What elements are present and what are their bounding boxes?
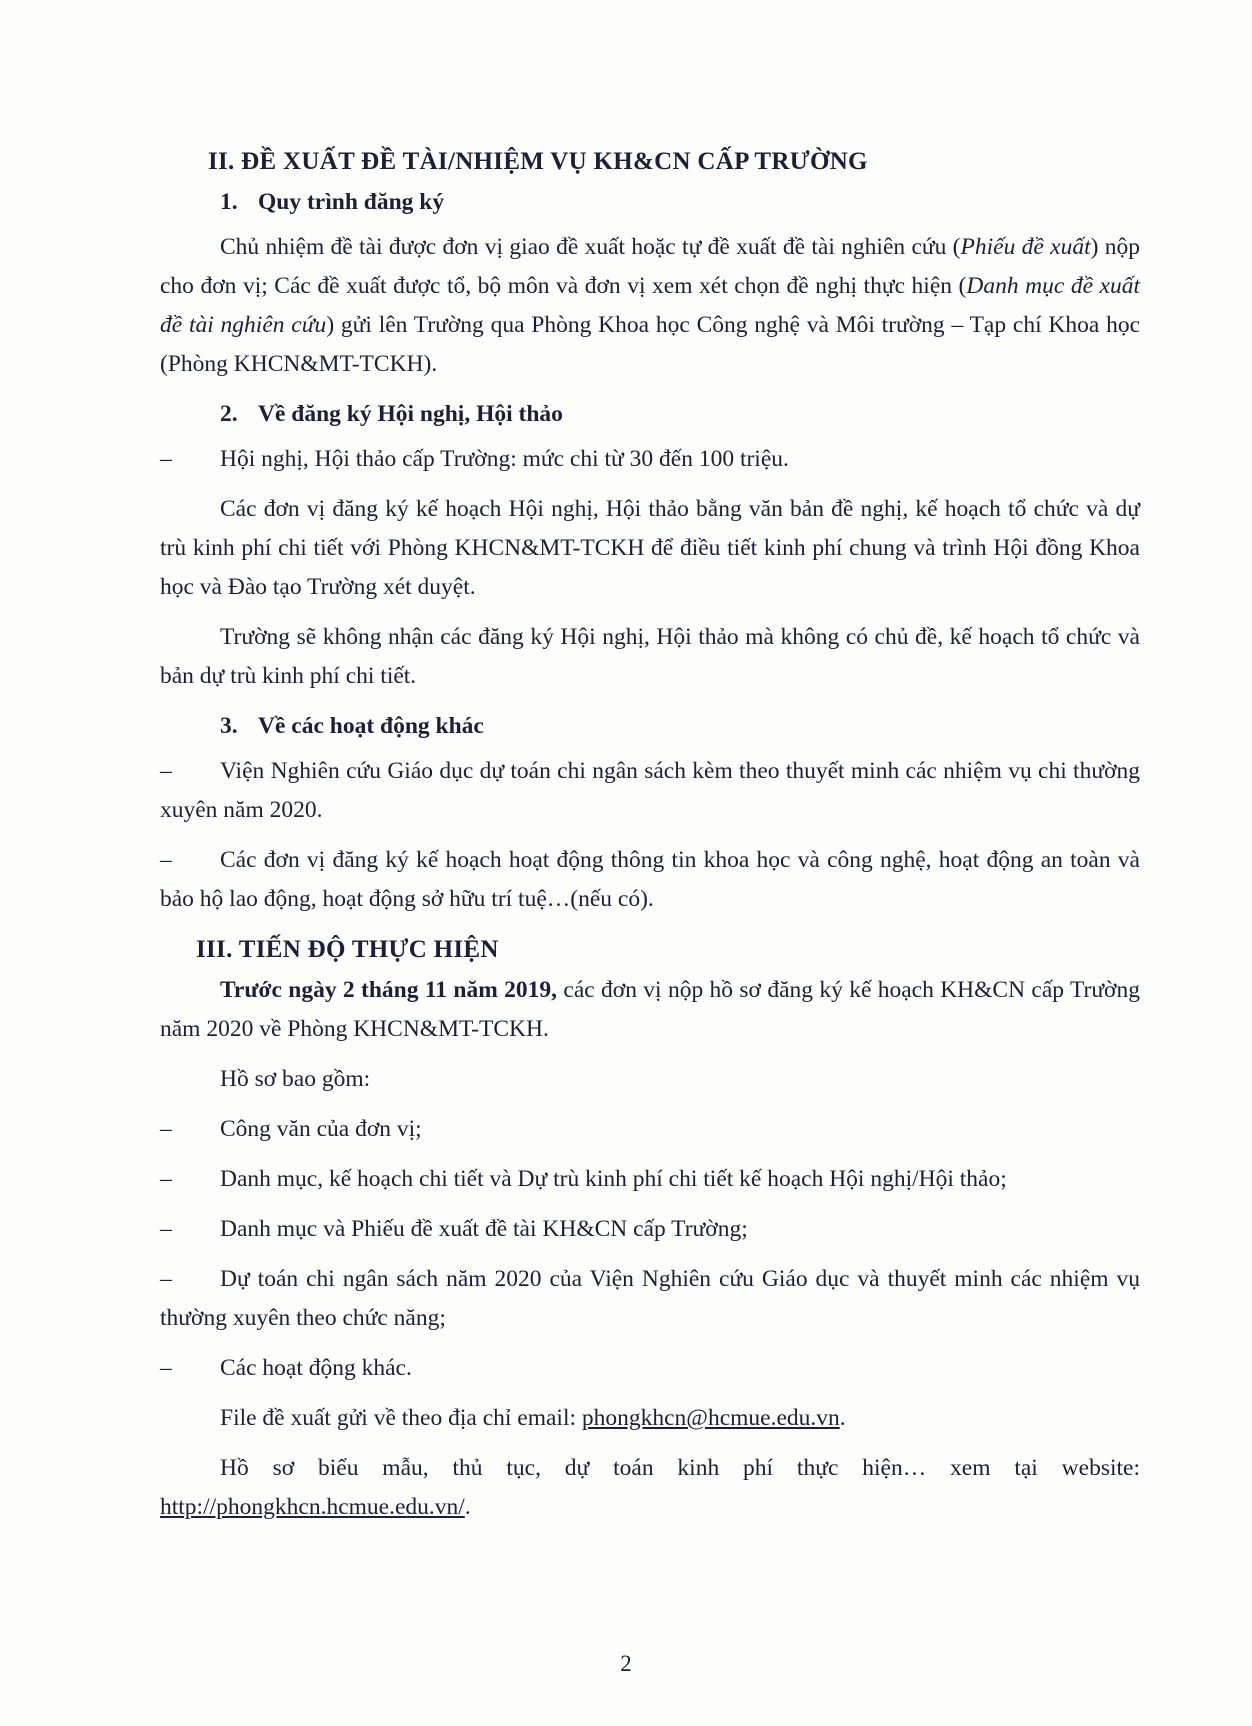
subsection-number: 2. (220, 401, 238, 427)
subsection-number: 1. (220, 189, 238, 215)
subsection-1-heading (220, 183, 1140, 222)
page-content (160, 142, 1140, 1538)
section-2-heading: II. ĐỀ XUẤT ĐỀ TÀI/NHIỆM VỤ KH&CN CẤP TRƯỜNG (208, 148, 868, 175)
subsection-title: Quy trình đăng ký (258, 189, 445, 215)
list-item-text: Các hoạt động khác. (220, 1355, 412, 1381)
dash-marker: – (160, 1266, 172, 1292)
text-run: ) nộp cho đơn vị; Các đề xuất được tổ, bộ môn và đơn vị xem xét chọn đề nghị thực hiện ( (160, 234, 1140, 299)
email-line (220, 1399, 1140, 1438)
list-item (160, 1210, 1140, 1249)
bullet-item (160, 752, 1140, 830)
website-paragraph (160, 1449, 1140, 1527)
bullet-item (160, 440, 1140, 479)
website-label: Hồ sơ biểu mẫu, thủ tục, dự toán kinh phí thực hiện… xem tại website: (220, 1455, 1140, 1481)
deadline-text: các đơn vị nộp hồ sơ đăng ký kế hoạch KH&CN cấp Trường năm 2020 về Phòng KHCN&MT-TCKH. (160, 977, 1140, 1042)
dash-marker: – (160, 446, 172, 472)
dash-marker: – (160, 758, 172, 784)
conference-paragraph: Các đơn vị đăng ký kế hoạch Hội nghị, Hội thảo bằng văn bản đề nghị, kế hoạch tổ chức và dự trù kinh phí chi tiết với Phòng KHCN&MT-TCKH để điều tiết kinh phí chung và trình Hội đồng Khoa học và Đào tạo Trường xét duyệt. (160, 496, 1140, 600)
subsection-title: Về đăng ký Hội nghị, Hội thảo (258, 401, 563, 427)
list-item (160, 1260, 1140, 1338)
subsection-number: 3. (220, 713, 238, 739)
subsection-2-heading (220, 395, 1140, 434)
dossier-intro: Hồ sơ bao gồm: (220, 1066, 371, 1092)
subsection-title: Về các hoạt động khác (258, 713, 484, 739)
list-item-text: Công văn của đơn vị; (220, 1116, 422, 1142)
list-name-italic: Danh mục đề xuất đề tài nghiên cứu (160, 273, 1141, 338)
list-item (160, 1160, 1140, 1199)
form-name-italic: Phiếu đề xuất (960, 234, 1091, 260)
list-item (160, 1349, 1140, 1388)
punctuation: . (464, 1494, 471, 1520)
section-3-heading: III. TIẾN ĐỘ THỰC HIỆN (196, 936, 499, 963)
list-item-text: Danh mục và Phiếu đề xuất đề tài KH&CN cấp Trường; (220, 1216, 748, 1242)
bullet-item (160, 841, 1140, 919)
text-run: Chủ nhiệm đề tài được đơn vị giao đề xuất hoặc tự đề xuất đề tài nghiên cứu ( (220, 234, 961, 260)
registration-paragraph (160, 228, 1140, 384)
list-item-text: Dự toán chi ngân sách năm 2020 của Viện Nghiên cứu Giáo dục và thuyết minh các nhiệm vụ thường xuyên theo chức năng; (160, 1266, 1140, 1331)
dash-marker: – (160, 847, 172, 873)
dash-marker: – (160, 1116, 172, 1142)
subsection-3-heading (220, 707, 1140, 746)
text-run: ) gửi lên Trường qua Phòng Khoa học Công nghệ và Môi trường – Tạp chí Khoa học (Phòng KHCN&MT-TCKH). (160, 312, 1141, 377)
deadline-paragraph (160, 971, 1140, 1049)
page-number: 2 (620, 1651, 632, 1676)
bullet-text: Viện Nghiên cứu Giáo dục dự toán chi ngân sách kèm theo thuyết minh các nhiệm vụ chi thường xuyên năm 2020. (160, 758, 1140, 823)
punctuation: . (839, 1405, 846, 1431)
list-item (160, 1110, 1140, 1149)
conference-notice-paragraph: Trường sẽ không nhận các đăng ký Hội nghị, Hội thảo mà không có chủ đề, kế hoạch tổ chức và bản dự trù kinh phí chi tiết. (160, 624, 1140, 689)
dash-marker: – (160, 1166, 172, 1192)
dash-marker: – (160, 1216, 172, 1242)
bullet-text: Hội nghị, Hội thảo cấp Trường: mức chi từ 30 đến 100 triệu. (220, 446, 789, 472)
dossier-list (160, 1110, 1140, 1388)
website-link[interactable]: http://phongkhcn.hcmue.edu.vn/ (160, 1494, 465, 1520)
bullet-text: Các đơn vị đăng ký kế hoạch hoạt động thông tin khoa học và công nghệ, hoạt động an toàn và bảo hộ lao động, hoạt động sở hữu trí tuệ…(nếu có). (160, 847, 1140, 912)
email-label: File đề xuất gửi về theo địa chỉ email: (220, 1405, 582, 1431)
dash-marker: – (160, 1355, 172, 1381)
email-link[interactable]: phongkhcn@hcmue.edu.vn (581, 1405, 840, 1431)
list-item-text: Danh mục, kế hoạch chi tiết và Dự trù kinh phí chi tiết kế hoạch Hội nghị/Hội thảo; (220, 1166, 1007, 1192)
deadline-date: Trước ngày 2 tháng 11 năm 2019, (220, 977, 558, 1003)
